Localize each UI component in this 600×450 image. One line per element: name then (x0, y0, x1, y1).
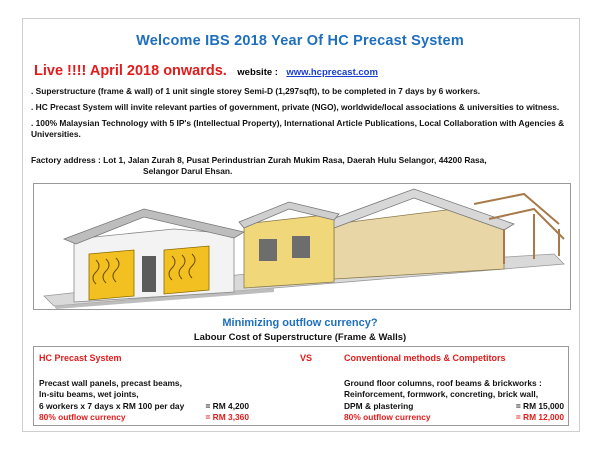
headline-row (34, 62, 378, 80)
conv-outflow-label: 80% outflow currency (344, 412, 431, 422)
conv-outflow-row (344, 412, 564, 424)
conv-line-2: Reinforcement, formwork, concreting, brick wall, (344, 389, 539, 399)
hc-calc-row (39, 401, 249, 413)
comparison-question: Minimizing outflow currency? (222, 317, 378, 329)
conventional-header: Conventional methods & Competitors (344, 353, 506, 363)
address-label: Factory address : (31, 155, 101, 165)
hc-precast-header: HC Precast System (39, 353, 122, 363)
bullet-list (31, 86, 571, 145)
vs-label: VS (300, 353, 313, 363)
conv-calc-label: DPM & plastering (344, 400, 414, 411)
bullet-item: . 100% Malaysian Technology with 5 IP's (Intellectual Property), International Article Publications, Local Collaboration with Agencies & Universities. (31, 118, 565, 139)
website-label: website : (237, 67, 278, 78)
cost-comparison-box (33, 346, 569, 426)
website-link[interactable]: www.hcprecast.com (286, 67, 378, 78)
hc-precast-column (39, 353, 249, 424)
hc-line-2: In-situ beams, wet joints, (39, 389, 139, 399)
house-rendering-illustration (34, 184, 570, 309)
factory-address (31, 155, 571, 177)
page-title: Welcome IBS 2018 Year Of HC Precast System (136, 33, 464, 49)
bullet-item: . Superstructure (frame & wall) of 1 unit single storey Semi-D (1,297sqft), to be completed in 7 days by 6 workers. (31, 86, 481, 96)
comparison-subtitle: Labour Cost of Superstructure (Frame & Walls) (193, 332, 407, 343)
address-line-2: Selangor Darul Ehsan. (143, 166, 233, 176)
live-announcement: Live !!!! April 2018 onwards. (34, 63, 227, 79)
conv-line-1: Ground floor columns, roof beams & brickworks : (344, 377, 542, 388)
conventional-column (344, 353, 564, 424)
hc-outflow-value: = RM 3,360 (205, 412, 249, 422)
conv-calc-value: = RM 15,000 (515, 400, 564, 411)
hc-outflow-row (39, 412, 249, 424)
house-rendering-image (33, 183, 571, 310)
hc-calc-label: 6 workers x 7 days x RM 100 per day (39, 400, 185, 411)
conv-outflow-value: = RM 12,000 (515, 412, 564, 422)
hc-line-1: Precast wall panels, precast beams, (39, 377, 182, 388)
conv-calc-row (344, 401, 564, 413)
hc-outflow-label: 80% outflow currency (39, 412, 126, 422)
hc-calc-value: = RM 4,200 (205, 400, 249, 411)
address-line-1: Lot 1, Jalan Zurah 8, Pusat Perindustrian Zurah Mukim Rasa, Daerah Hulu Selangor, 44200 Rasa, (103, 155, 487, 165)
bullet-item: . HC Precast System will invite relevant parties of government, private (NGO), worldwide/local associations & universities to witness. (31, 102, 560, 112)
